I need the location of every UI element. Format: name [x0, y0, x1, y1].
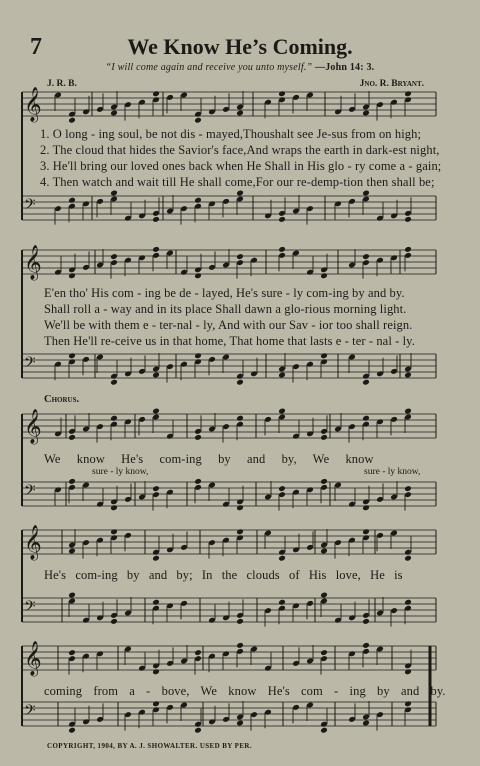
note-head [404, 700, 412, 707]
note-head [236, 720, 244, 727]
copyright-notice: COPYRIGHT, 1904, BY A. J. SHOWALTER. USED BY PER. [47, 742, 253, 750]
note-head [68, 727, 76, 734]
note-head [236, 528, 244, 535]
treble-clef: 𝄞 [24, 409, 42, 444]
bass-clef: 𝄢 [24, 196, 36, 217]
note-head [152, 485, 160, 492]
note-head [110, 618, 118, 625]
note-head [194, 478, 202, 485]
note-head [236, 379, 244, 386]
bass-clef: 𝄢 [24, 702, 36, 723]
note-head [320, 478, 328, 485]
chorus-echo-1: sure - ly know, [92, 467, 149, 477]
note-head [362, 504, 370, 511]
note-head [362, 720, 370, 727]
note-head [194, 434, 202, 441]
note-head [152, 246, 160, 253]
note-head [152, 90, 160, 97]
note-head [278, 246, 286, 253]
note-head [68, 649, 76, 656]
chorus-line-2: He's com-ing by and by; In the clouds of His love, He is [44, 568, 403, 582]
note-head [68, 117, 76, 124]
note-head [236, 415, 244, 422]
epigraph-quote: “I will come again and receive you unto myself.” [105, 62, 313, 73]
note-head [110, 415, 118, 422]
verse-2-line-2: Shall roll a - way and in its place Shall dawn a glo-rious morning light. [44, 302, 407, 316]
note-head [278, 90, 286, 97]
note-head [320, 649, 328, 656]
treble-clef: 𝄞 [24, 641, 42, 676]
note-head [68, 548, 76, 555]
note-head [278, 555, 286, 562]
note-head [362, 528, 370, 535]
hymn-title: We Know He’s Coming. [127, 34, 353, 59]
note-head [320, 727, 328, 734]
chorus-label: Chorus. [44, 394, 80, 405]
chorus-line-3: coming from a - bove, We know He's com - ing by and by. [44, 684, 446, 698]
note-head [194, 649, 202, 656]
note-head [68, 478, 76, 485]
note-head [236, 253, 244, 260]
note-head [362, 253, 370, 260]
note-head [236, 618, 244, 625]
note-head [110, 190, 118, 197]
note-head [320, 352, 328, 359]
verse-4-line-2: Then He'll re-ceive us in that home, That home that lasts e - ter - nal - ly. [44, 334, 415, 348]
note-head [110, 379, 118, 386]
composer-credit: Jno. R. Bryant. [359, 79, 424, 89]
note-head [152, 216, 160, 223]
note-head [404, 599, 412, 606]
chorus-echo-2: sure - ly know, [364, 467, 421, 477]
note-head [362, 618, 370, 625]
note-head [110, 110, 118, 117]
note-head [236, 190, 244, 197]
note-head [68, 434, 76, 441]
note-head [278, 372, 286, 379]
note-head [320, 272, 328, 279]
note-head [404, 90, 412, 97]
treble-clef: 𝄞 [24, 245, 42, 280]
note-head [152, 700, 160, 707]
note-head [278, 408, 286, 415]
note-head [68, 197, 76, 204]
note-head [194, 352, 202, 359]
note-head [110, 253, 118, 260]
epigraph-reference: —John 14: 3. [315, 62, 375, 73]
note-head [404, 372, 412, 379]
bass-clef: 𝄢 [24, 598, 36, 619]
note-head [320, 548, 328, 555]
note-head [68, 352, 76, 359]
verse-1-line-2: E'en tho' His com - ing be de - layed, He's sure - ly com-ing by and by. [44, 286, 405, 300]
note-head [194, 272, 202, 279]
verse-3-line-1: 3. He'll bring our loved ones back when He Shall in His glo - ry come a - gain; [40, 159, 442, 173]
note-head [236, 504, 244, 511]
note-head [152, 555, 160, 562]
verse-1-line-1: 1. O long - ing soul, be not dis - mayed,Thoushalt see Je-sus from on high; [40, 127, 422, 141]
note-head [236, 642, 244, 649]
note-head [194, 727, 202, 734]
treble-clef: 𝄞 [24, 525, 42, 560]
note-head [278, 599, 286, 606]
note-head [362, 190, 370, 197]
note-head [278, 485, 286, 492]
note-head [236, 110, 244, 117]
note-head [110, 504, 118, 511]
verse-3-line-2: We'll be with them e - ter-nal - ly, And with our Sav - ior too shall reign. [44, 318, 413, 332]
note-head [68, 592, 76, 599]
note-head [362, 379, 370, 386]
note-head [404, 485, 412, 492]
bass-clef: 𝄢 [24, 354, 36, 375]
note-head [362, 110, 370, 117]
note-head [404, 555, 412, 562]
note-head [152, 599, 160, 606]
note-head [194, 117, 202, 124]
note-head [404, 668, 412, 675]
note-head [404, 408, 412, 415]
note-head [320, 592, 328, 599]
note-head [68, 272, 76, 279]
bass-clef: 𝄢 [24, 482, 36, 503]
note-head [404, 216, 412, 223]
note-head [152, 372, 160, 379]
note-head [404, 246, 412, 253]
note-head [362, 642, 370, 649]
treble-clef: 𝄞 [24, 87, 42, 122]
note-head [194, 197, 202, 204]
note-head [110, 528, 118, 535]
note-head [320, 434, 328, 441]
verse-2-line-1: 2. The cloud that hides the Savior's face,And wraps the earth in dark-est night, [40, 143, 440, 157]
chorus-line-1: We know He's com-ing by and by, We know [44, 452, 374, 466]
hymn-number: 7 [30, 34, 42, 60]
note-head [278, 216, 286, 223]
lyricist-credit: J. R. B. [47, 79, 77, 89]
note-head [362, 415, 370, 422]
note-head [152, 408, 160, 415]
verse-4-line-1: 4. Then watch and wait till He shall come,For our re-demp-tion then shall be; [40, 175, 435, 189]
note-head [152, 668, 160, 675]
